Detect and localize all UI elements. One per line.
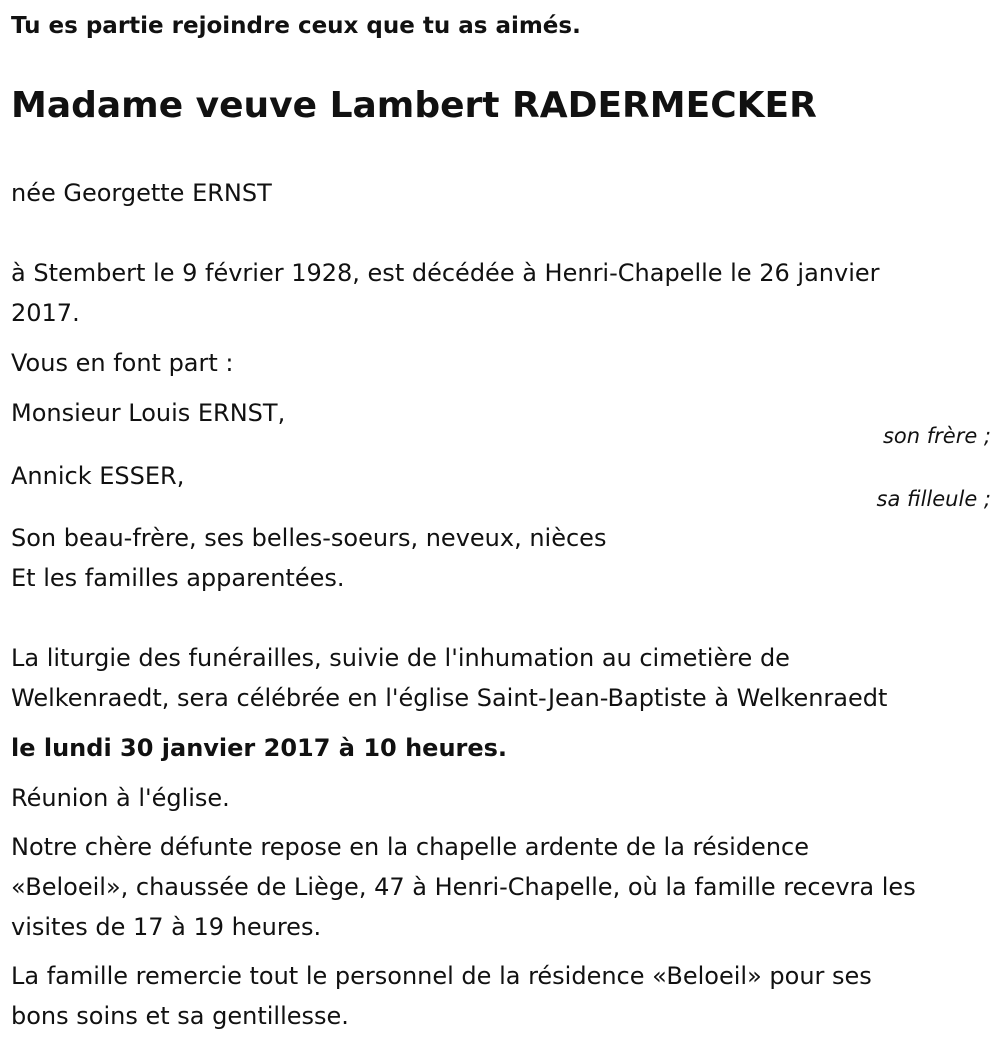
dates-line-1: à Stembert le 9 février 1928, est décédée à Henri-Chapelle le 26 janvier bbox=[11, 259, 880, 287]
family-member-name: Monsieur Louis ERNST, bbox=[11, 399, 286, 427]
relatives-line-1: Son beau-frère, ses belles-soeurs, neveux, nièces bbox=[11, 524, 607, 552]
visit-line-2: «Beloeil», chaussée de Liège, 47 à Henri-Chapelle, où la famille recevra les bbox=[11, 873, 916, 901]
visit-line-1: Notre chère défunte repose en la chapelle ardente de la résidence bbox=[11, 833, 809, 861]
relatives-line-2: Et les familles apparentées. bbox=[11, 564, 345, 592]
thanks-line-1: La famille remercie tout le personnel de la résidence «Beloeil» pour ses bbox=[11, 962, 872, 990]
liturgy-line-2: Welkenraedt, sera célébrée en l'église Saint-Jean-Baptiste à Welkenraedt bbox=[11, 684, 888, 712]
family-member-relation: sa filleule ; bbox=[876, 487, 991, 511]
announcement: Vous en font part : bbox=[11, 349, 234, 377]
family-member-relation: son frère ; bbox=[882, 424, 991, 448]
liturgy-line-1: La liturgie des funérailles, suivie de l'inhumation au cimetière de bbox=[11, 644, 790, 672]
ceremony-date: le lundi 30 janvier 2017 à 10 heures. bbox=[11, 734, 508, 762]
epigraph: Tu es partie rejoindre ceux que tu as aimés. bbox=[11, 13, 581, 39]
birth-name: née Georgette ERNST bbox=[11, 179, 272, 207]
dates-line-2: 2017. bbox=[11, 299, 80, 327]
family-member-name: Annick ESSER, bbox=[11, 462, 185, 490]
visit-line-3: visites de 17 à 19 heures. bbox=[11, 913, 322, 941]
meeting-note: Réunion à l'église. bbox=[11, 784, 230, 812]
deceased-name: Madame veuve Lambert RADERMECKER bbox=[11, 85, 817, 126]
thanks-line-2: bons soins et sa gentillesse. bbox=[11, 1002, 349, 1030]
